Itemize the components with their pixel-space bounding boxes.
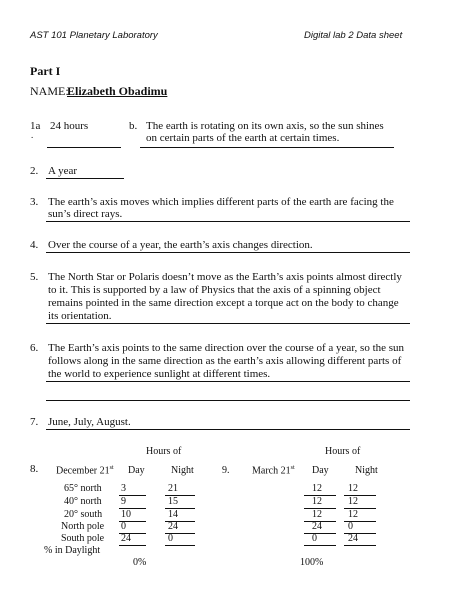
q4-answer: Over the course of a year, the earth’s axis changes direction.	[48, 239, 313, 251]
table8-cell-night: 21	[168, 483, 178, 494]
q2-number: 2.	[30, 165, 39, 177]
q4-number: 4.	[30, 239, 39, 251]
table9-cell-day: 12	[312, 509, 322, 520]
q5-answer-line3: remains pointed in the same direction except a torque act on the body to change	[48, 297, 399, 309]
table8-cell-night: 0	[168, 533, 173, 544]
q1a-answer: 24 hours	[50, 120, 89, 132]
table9-hours-of: Hours of	[325, 446, 361, 457]
table9-number: 9.	[222, 465, 230, 476]
table8-row-label: North pole	[61, 521, 105, 532]
q6-answer-line-a	[46, 381, 410, 382]
table8-row-label: South pole	[61, 533, 105, 544]
q1b-label: b.	[129, 120, 138, 132]
table9-col-night: Night	[355, 465, 378, 476]
table8-cell-day: 10	[121, 509, 131, 520]
table8-cell-night: 14	[168, 509, 178, 520]
table8-date: December 21st	[56, 465, 114, 477]
table8-col-day: Day	[128, 465, 145, 476]
q6-answer-line2: follows along in the same direction as the earth’s axis allowing different parts of	[48, 355, 402, 367]
sheet-title: Digital lab 2 Data sheet	[304, 30, 403, 41]
q1a-number: 1a	[30, 120, 41, 132]
table9-cell-night: 12	[348, 509, 358, 520]
table9-col-day: Day	[312, 465, 329, 476]
name-value: Elizabeth Obadimu	[67, 84, 168, 98]
q1b-answer-line2: on certain parts of the earth at certain times.	[146, 132, 340, 144]
table9-cell-day: 24	[312, 521, 322, 532]
table8-hours-of: Hours of	[146, 446, 182, 457]
q5-number: 5.	[30, 271, 39, 283]
q7-number: 7.	[30, 416, 39, 428]
q7-answer-line	[46, 429, 410, 430]
q3-answer-line2: sun’s direct rays.	[48, 208, 123, 220]
table8-cell-day: 24	[121, 533, 131, 544]
name-label: NAME:	[30, 84, 69, 98]
table9-cell-day: 12	[312, 496, 322, 507]
q1a-dot: .	[31, 130, 34, 140]
table8-cell-day: 9	[121, 496, 126, 507]
q1b-answer-line1: The earth is rotating on its own axis, so the sun shines	[146, 120, 384, 132]
table9-cell-night: 24	[348, 533, 358, 544]
q4-answer-line	[46, 252, 410, 253]
q6-answer-line-b	[46, 400, 410, 401]
table9-cell-night: 12	[348, 483, 358, 494]
table8-cell-day: 3	[121, 483, 126, 494]
table9-cell-underline	[304, 545, 336, 546]
table8-row-label: 65° north	[64, 483, 102, 494]
q5-answer-line4: its orientation.	[48, 310, 112, 322]
q2-answer: A year	[48, 165, 78, 177]
table9-pct-value: 100%	[300, 557, 324, 568]
q3-number: 3.	[30, 196, 39, 208]
q6-number: 6.	[30, 342, 39, 354]
table8-row-label: 40° north	[64, 496, 102, 507]
table8-cell-night: 15	[168, 496, 178, 507]
table9-cell-underline	[304, 533, 336, 534]
q5-answer-line	[46, 323, 410, 324]
part-title: Part I	[30, 64, 61, 78]
q1b-answer-line	[140, 147, 394, 148]
table8-pct-label: % in Daylight	[44, 545, 101, 556]
q7-answer: June, July, August.	[48, 416, 131, 428]
course-title: AST 101 Planetary Laboratory	[30, 30, 158, 41]
table8-cell-underline	[119, 545, 146, 546]
table8-pct-value: 0%	[133, 557, 147, 568]
table8-row-label: 20° south	[64, 509, 103, 520]
table9-date: March 21st	[252, 465, 295, 477]
table8-col-night: Night	[171, 465, 194, 476]
table8-cell-underline	[165, 545, 195, 546]
q3-answer-line1: The earth’s axis moves which implies different parts of the earth are facing the	[48, 196, 394, 208]
table9-cell-night: 0	[348, 521, 353, 532]
q5-answer-line1: The North Star or Polaris doesn’t move as the Earth’s axis points almost directly	[48, 271, 402, 283]
table9-cell-underline	[344, 545, 376, 546]
table8-cell-day: 0	[121, 521, 126, 532]
q5-answer-line2: to it. This is supported by a law of Physics that the axis of a spinning object	[48, 284, 381, 296]
q2-answer-line	[46, 178, 124, 179]
q6-answer-line1: The Earth’s axis points to the same direction over the course of a year, so the sun	[48, 342, 405, 354]
table8-cell-night: 24	[168, 521, 178, 532]
q1a-answer-line	[47, 147, 121, 148]
table9-cell-day: 12	[312, 483, 322, 494]
table8-number: 8.	[30, 463, 39, 475]
q6-answer-line3: the world to experience sunlight at different times.	[48, 368, 271, 380]
q3-answer-line	[46, 221, 410, 222]
table9-cell-day: 0	[312, 533, 317, 544]
table9-cell-night: 12	[348, 496, 358, 507]
